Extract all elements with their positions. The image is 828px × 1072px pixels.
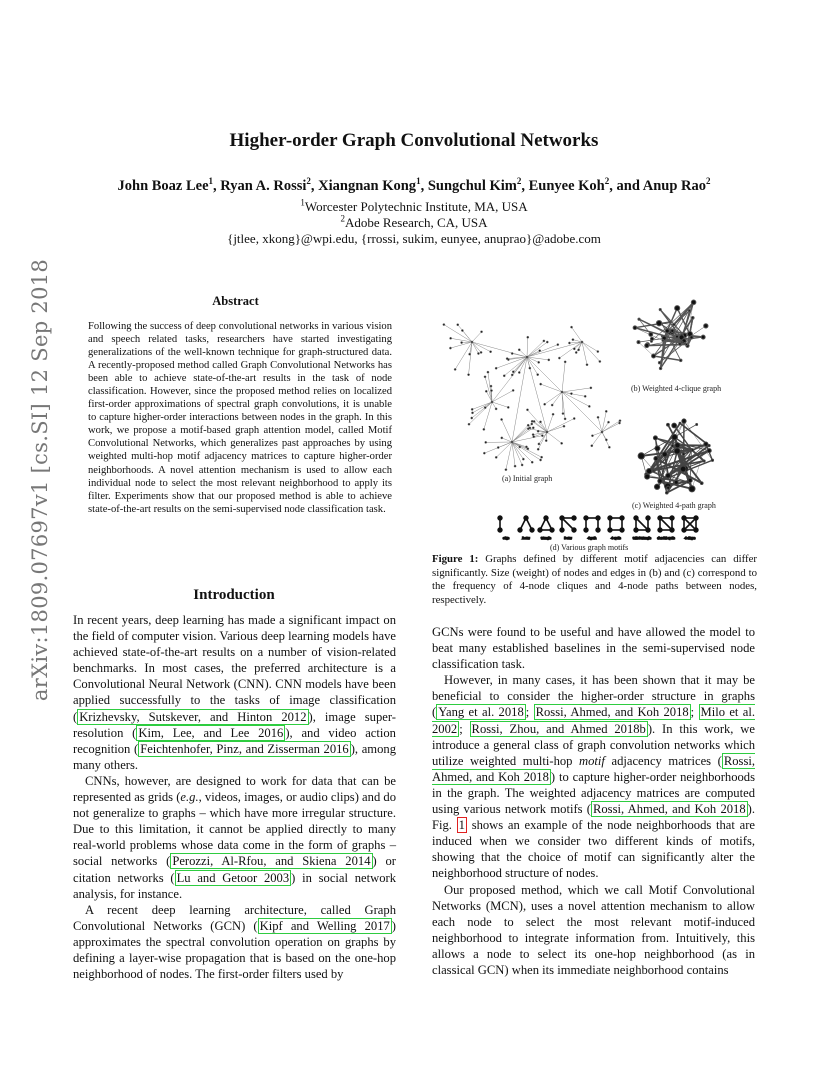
- text-run: shows an example of the node neighborhoods that are induced when we consider two different kinds of motifs, showing that the choice of motif can significantly alter the neighborhood structure of nodes.: [432, 818, 755, 881]
- citation-link[interactable]: Rossi, Ahmed, and Koh 2018: [432, 753, 755, 784]
- author-list: John Boaz Lee$^1$, Ryan A. Rossi$^2$, Xiangnan Kong$^1$, Sungchul Kim$^2$, Eunyee Koh$^2$, and Anup Rao$^2$: [117, 176, 711, 194]
- author: Anup Rao: [642, 178, 706, 194]
- caption-label: Figure 1:: [432, 553, 479, 565]
- text-run: CNNs, however, are designed to work for data that can be represented as grids (: [73, 773, 396, 805]
- author-emails: {jtlee, xkong}@wpi.edu, {rrossi, sukim, eunyee, anuprao}@adobe.com: [227, 231, 601, 246]
- figure-reference-link[interactable]: 1: [458, 818, 465, 833]
- motif-label: 4-cycle: [611, 536, 621, 540]
- text-run: ;: [690, 705, 699, 720]
- paper-title: Higher-order Graph Convolutional Networks: [229, 130, 599, 151]
- author: Ryan A. Rossi: [220, 178, 307, 194]
- right-column-body: [432, 624, 755, 978]
- text-run: adjacency matrices (: [604, 753, 722, 768]
- text-run: ) to capture higher-order neighborhoods in the graph. The weighted adjacency matrices are computed using various network motifs (: [432, 769, 755, 817]
- author-affiliation-mark: 2: [705, 176, 711, 187]
- paragraph: [432, 672, 755, 881]
- arxiv-stamp: [24, 258, 56, 702]
- text-run: ), and video action recognition (: [73, 725, 396, 756]
- figure-graphic: [432, 282, 762, 552]
- subfigure-caption-b: (b) Weighted 4-clique graph: [631, 384, 722, 393]
- citation-link[interactable]: Feichtenhofer, Pinz, and Zisserman 2016: [140, 741, 349, 756]
- affiliation-number: 1: [300, 197, 305, 208]
- affiliation-number: 2: [340, 213, 345, 224]
- paragraph: Our proposed method, which we call Motif Convolutional Networks (MCN), uses a novel attention mechanism to allow each node to select the most relevant motif-induced neighborhood to integrate information from. Intuitively, this allows a node to select its one-hop neighborhood (as in classical GCN) when its immediate neighborhood contains: [432, 882, 755, 977]
- clique-graph-drawing: [633, 300, 708, 370]
- motif-label: edge: [502, 536, 510, 540]
- motif-label: 2-star: [522, 536, 530, 540]
- motif-glyphs: [498, 516, 698, 540]
- motif-label: triangle: [541, 536, 551, 540]
- figure-1: [432, 282, 762, 552]
- text-run: ). Fig.: [432, 802, 755, 833]
- figure-caption: [432, 553, 757, 607]
- abstract-text: Following the success of deep convolutional networks in various vision and speech related tasks, researchers have started investigating generalizations of the well-known technique for graph-structured data. A recently-proposed method called Graph Convolutional Networks has been able to achieve state-of-the-art results in the task of node classification. However, since the proposed method relies on localized first-order approximations of spectral graph convolutions, it is unable to capture higher-order interactions between nodes in the graph. In this work, we propose a motif-based graph attention model, called Motif Convolutional Networks, which generalizes past approaches by using weighted multi-hop motif adjacency matrices to capture higher-order neighborhoods. A novel attention mechanism is used to allow each individual node to select the most relevant neighborhood to apply its filter. Experiments show that our proposed method is able to achieve state-of-the-art results on the semi-supervised node classification task.: [88, 321, 392, 515]
- paragraph: GCNs were found to be useful and have allowed the model to beat many established baselines in the semi-supervised node classification task.: [432, 625, 755, 672]
- citation-link[interactable]: Rossi, Ahmed, and Koh 2018: [592, 802, 746, 817]
- motif-label: 4-path: [587, 536, 597, 540]
- arxiv-id: arXiv:1809.07697v1 [cs.SI] 12 Sep 2018: [28, 258, 52, 702]
- motif-label: chordal-cycle: [657, 536, 675, 540]
- text-run: ) approximates the spectral convolution operation on graphs by defining a layer-wise propagation that is based on the one-hop neighborhood of nodes. The first-order filters used by: [73, 918, 396, 982]
- text-run: ), image super-resolution (: [73, 709, 396, 740]
- motif-label: 3-star: [564, 536, 572, 540]
- citation-link[interactable]: Rossi, Zhou, and Ahmed 2018b: [471, 721, 646, 736]
- citation-link[interactable]: Perozzi, Al-Rfou, and Skiena 2014: [172, 854, 371, 869]
- caption-text: Graphs defined by different motif adjacencies can differ significantly. Size (weight) of nodes and edges in (b) and (c) correspond to the frequency of 4-node cliques and 4-node paths between nodes, respectively.: [432, 553, 757, 606]
- paragraph: [73, 902, 396, 982]
- path-graph-drawing: [638, 419, 713, 494]
- left-column-body: [73, 612, 396, 982]
- subfigure-caption-c: (c) Weighted 4-path graph: [632, 501, 716, 510]
- citation-link[interactable]: Yang et al. 2018: [438, 705, 524, 720]
- text-run: In recent years, deep learning has made a significant impact on the field of computer vision. Various deep learning models have achieved state-of-the-art results on a number of vision-related benchmarks. In most cases, the preferred architecture is a Convolutional Neural Network (CNN). CNN models have been applied successfully to the tasks of image classification (: [73, 613, 396, 724]
- citation-link[interactable]: Kipf and Welling 2017: [259, 918, 390, 933]
- text-run: ) in social network analysis, for instance.: [73, 870, 396, 901]
- italic-text: motif: [579, 753, 605, 768]
- citation-link[interactable]: Milo et al. 2002: [432, 705, 756, 736]
- author-affiliation-mark: 2: [306, 176, 311, 187]
- text-run: ;: [525, 705, 534, 720]
- subfigure-caption-a: (a) Initial graph: [502, 474, 553, 483]
- author-affiliation-mark: 2: [604, 176, 610, 187]
- motif-label: tailed-triangle: [633, 536, 651, 540]
- author-affiliation-mark: 1: [416, 176, 421, 187]
- initial-graph-drawing: [443, 323, 621, 470]
- text-run: ). In this work, we introduce a general class of graph convolution networks which utilize weighted multi-hop: [432, 721, 755, 768]
- citation-link[interactable]: Kim, Lee, and Lee 2016: [138, 725, 284, 740]
- author-affiliation-mark: 2: [516, 176, 522, 187]
- introduction-heading: Introduction: [193, 587, 275, 603]
- text-run: ;: [459, 721, 470, 736]
- author: Sungchul Kim: [427, 178, 517, 194]
- citation-link[interactable]: Lu and Getoor 2003: [176, 870, 290, 885]
- author: John Boaz Lee: [117, 178, 209, 194]
- text-run: A recent deep learning architecture, called Graph Convolutional Networks (GCN) (: [73, 902, 396, 933]
- affiliation-text: Adobe Research, CA, USA: [344, 215, 488, 230]
- italic-text: e.g.: [180, 790, 199, 805]
- author-affiliation-mark: 1: [208, 176, 214, 187]
- text-run: ), among many others.: [73, 741, 396, 772]
- author: Xiangnan Kong: [318, 178, 417, 194]
- motif-label: 4-clique: [684, 536, 696, 540]
- affiliation-2: [0, 215, 828, 231]
- affiliation-1: [0, 199, 828, 215]
- paragraph: [73, 612, 396, 773]
- citation-link[interactable]: Rossi, Ahmed, and Koh 2018: [535, 705, 689, 720]
- text-run: However, in many cases, it has been shown that it may be beneficial to consider the higher-order structure in graphs (: [432, 673, 755, 720]
- affiliation-text: Worcester Polytechnic Institute, MA, USA: [304, 199, 528, 214]
- paragraph: [73, 773, 396, 902]
- text-run: , videos, images, or audio clips) and do not generalize to graphs – which have more irregular structure. Due to this limitation, it cannot be applied directly to many real-world problems whose data come in the form of graphs – social networks (: [73, 790, 397, 869]
- text-run: ) or citation networks (: [73, 854, 396, 885]
- subfigure-caption-d: (d) Various graph motifs: [550, 543, 629, 552]
- author: Eunyee Koh: [528, 178, 605, 194]
- abstract-heading: Abstract: [212, 294, 259, 308]
- citation-link[interactable]: Krizhevsky, Sutskever, and Hinton 2012: [79, 709, 307, 724]
